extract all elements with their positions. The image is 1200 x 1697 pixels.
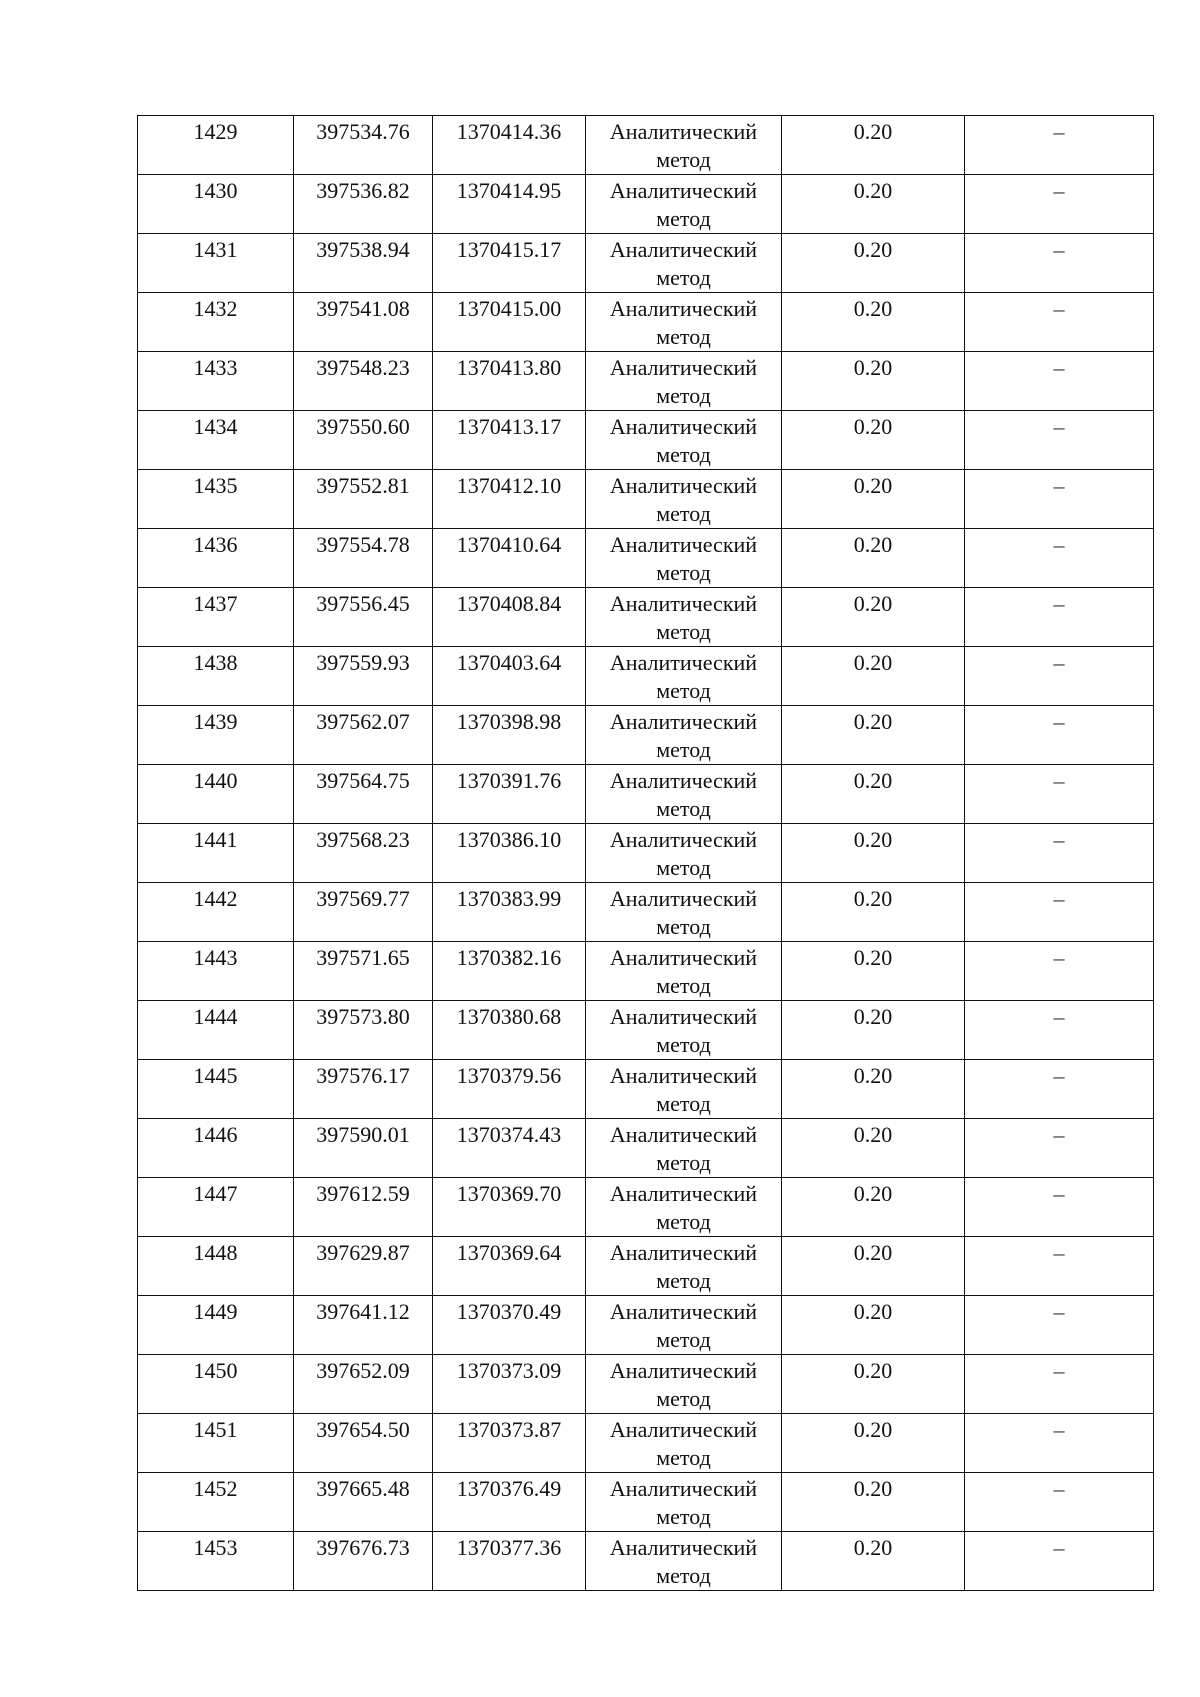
method-cell [586, 647, 782, 706]
precision-cell: 0.20 [782, 1532, 965, 1591]
point-number-cell: 1447 [138, 1178, 294, 1237]
method-cell [586, 1060, 782, 1119]
method-text-line2: метод [656, 1386, 711, 1411]
method-text-line2: метод [656, 265, 711, 290]
x-coordinate-cell: 397559.93 [294, 647, 433, 706]
point-number-cell: 1433 [138, 352, 294, 411]
precision-cell: 0.20 [782, 883, 965, 942]
method-text-line2: метод [656, 560, 711, 585]
point-number-cell: 1435 [138, 470, 294, 529]
note-cell: – [965, 529, 1154, 588]
method-text-line2: метод [656, 1091, 711, 1116]
method-text-line1: Аналитический [609, 1181, 758, 1206]
method-text-line1: Аналитический [609, 1240, 758, 1265]
y-coordinate-cell: 1370373.87 [433, 1414, 586, 1473]
precision-cell: 0.20 [782, 470, 965, 529]
precision-cell: 0.20 [782, 588, 965, 647]
x-coordinate-cell: 397564.75 [294, 765, 433, 824]
method-text-line2: метод [656, 855, 711, 880]
y-coordinate-cell: 1370380.68 [433, 1001, 586, 1060]
point-number-cell: 1434 [138, 411, 294, 470]
y-coordinate-cell: 1370376.49 [433, 1473, 586, 1532]
point-number-cell: 1436 [138, 529, 294, 588]
y-coordinate-cell: 1370412.10 [433, 470, 586, 529]
note-cell: – [965, 1532, 1154, 1591]
x-coordinate-cell: 397665.48 [294, 1473, 433, 1532]
note-cell: – [965, 706, 1154, 765]
method-cell [586, 588, 782, 647]
method-text-line1: Аналитический [609, 1063, 758, 1088]
point-number-cell: 1444 [138, 1001, 294, 1060]
method-text-line2: метод [656, 501, 711, 526]
method-text-line1: Аналитический [609, 355, 758, 380]
method-text-line2: метод [656, 1563, 711, 1588]
precision-cell: 0.20 [782, 352, 965, 411]
precision-cell: 0.20 [782, 1060, 965, 1119]
method-text-line2: метод [656, 1032, 711, 1057]
y-coordinate-cell: 1370414.95 [433, 175, 586, 234]
method-text-line2: метод [656, 1150, 711, 1175]
method-cell [586, 1237, 782, 1296]
table-row [138, 1119, 1154, 1178]
point-number-cell: 1437 [138, 588, 294, 647]
precision-cell: 0.20 [782, 411, 965, 470]
y-coordinate-cell: 1370382.16 [433, 942, 586, 1001]
method-text-line1: Аналитический [609, 591, 758, 616]
method-text-line1: Аналитический [609, 886, 758, 911]
table-row [138, 588, 1154, 647]
table-row [138, 293, 1154, 352]
x-coordinate-cell: 397556.45 [294, 588, 433, 647]
note-cell: – [965, 352, 1154, 411]
note-cell: – [965, 1237, 1154, 1296]
precision-cell: 0.20 [782, 1178, 965, 1237]
table-body [138, 116, 1154, 1591]
x-coordinate-cell: 397534.76 [294, 116, 433, 175]
method-text-line2: метод [656, 1268, 711, 1293]
x-coordinate-cell: 397562.07 [294, 706, 433, 765]
method-text-line1: Аналитический [609, 237, 758, 262]
table-row [138, 1355, 1154, 1414]
note-cell: – [965, 1414, 1154, 1473]
method-text-line1: Аналитический [609, 296, 758, 321]
method-text-line2: метод [656, 1327, 711, 1352]
method-cell [586, 470, 782, 529]
note-cell: – [965, 1473, 1154, 1532]
note-cell: – [965, 647, 1154, 706]
y-coordinate-cell: 1370408.84 [433, 588, 586, 647]
table-row [138, 470, 1154, 529]
note-cell: – [965, 175, 1154, 234]
method-text-line1: Аналитический [609, 1004, 758, 1029]
y-coordinate-cell: 1370403.64 [433, 647, 586, 706]
method-text-line2: метод [656, 1209, 711, 1234]
x-coordinate-cell: 397548.23 [294, 352, 433, 411]
x-coordinate-cell: 397569.77 [294, 883, 433, 942]
note-cell: – [965, 1060, 1154, 1119]
y-coordinate-cell: 1370410.64 [433, 529, 586, 588]
point-number-cell: 1453 [138, 1532, 294, 1591]
table-row [138, 1060, 1154, 1119]
table-row [138, 175, 1154, 234]
method-text-line2: метод [656, 206, 711, 231]
method-text-line2: метод [656, 973, 711, 998]
point-number-cell: 1430 [138, 175, 294, 234]
table-row [138, 116, 1154, 175]
table-row [138, 529, 1154, 588]
table-row [138, 411, 1154, 470]
y-coordinate-cell: 1370383.99 [433, 883, 586, 942]
coordinates-table [137, 115, 1154, 1591]
point-number-cell: 1429 [138, 116, 294, 175]
precision-cell: 0.20 [782, 1414, 965, 1473]
x-coordinate-cell: 397568.23 [294, 824, 433, 883]
note-cell: – [965, 1119, 1154, 1178]
precision-cell: 0.20 [782, 1296, 965, 1355]
table-row [138, 1001, 1154, 1060]
method-cell [586, 293, 782, 352]
y-coordinate-cell: 1370413.17 [433, 411, 586, 470]
precision-cell: 0.20 [782, 293, 965, 352]
x-coordinate-cell: 397541.08 [294, 293, 433, 352]
note-cell: – [965, 470, 1154, 529]
y-coordinate-cell: 1370374.43 [433, 1119, 586, 1178]
method-text-line2: метод [656, 442, 711, 467]
method-cell [586, 234, 782, 293]
precision-cell: 0.20 [782, 1119, 965, 1178]
table-row [138, 1473, 1154, 1532]
y-coordinate-cell: 1370414.36 [433, 116, 586, 175]
method-text-line1: Аналитический [609, 178, 758, 203]
table-row [138, 1296, 1154, 1355]
point-number-cell: 1448 [138, 1237, 294, 1296]
point-number-cell: 1431 [138, 234, 294, 293]
precision-cell: 0.20 [782, 1237, 965, 1296]
note-cell: – [965, 1178, 1154, 1237]
precision-cell: 0.20 [782, 234, 965, 293]
point-number-cell: 1439 [138, 706, 294, 765]
y-coordinate-cell: 1370415.00 [433, 293, 586, 352]
precision-cell: 0.20 [782, 529, 965, 588]
method-cell [586, 1119, 782, 1178]
method-text-line2: метод [656, 324, 711, 349]
table-row [138, 706, 1154, 765]
method-cell [586, 1414, 782, 1473]
table-row [138, 234, 1154, 293]
table-row [138, 352, 1154, 411]
y-coordinate-cell: 1370386.10 [433, 824, 586, 883]
point-number-cell: 1443 [138, 942, 294, 1001]
point-number-cell: 1446 [138, 1119, 294, 1178]
x-coordinate-cell: 397590.01 [294, 1119, 433, 1178]
x-coordinate-cell: 397554.78 [294, 529, 433, 588]
y-coordinate-cell: 1370398.98 [433, 706, 586, 765]
method-text-line2: метод [656, 1445, 711, 1470]
note-cell: – [965, 1296, 1154, 1355]
method-text-line1: Аналитический [609, 1299, 758, 1324]
point-number-cell: 1440 [138, 765, 294, 824]
y-coordinate-cell: 1370379.56 [433, 1060, 586, 1119]
point-number-cell: 1445 [138, 1060, 294, 1119]
x-coordinate-cell: 397538.94 [294, 234, 433, 293]
y-coordinate-cell: 1370369.64 [433, 1237, 586, 1296]
precision-cell: 0.20 [782, 175, 965, 234]
y-coordinate-cell: 1370377.36 [433, 1532, 586, 1591]
x-coordinate-cell: 397573.80 [294, 1001, 433, 1060]
y-coordinate-cell: 1370370.49 [433, 1296, 586, 1355]
method-text-line1: Аналитический [609, 1535, 758, 1560]
method-text-line1: Аналитический [609, 1476, 758, 1501]
method-text-line1: Аналитический [609, 1358, 758, 1383]
x-coordinate-cell: 397536.82 [294, 175, 433, 234]
method-text-line1: Аналитический [609, 827, 758, 852]
precision-cell: 0.20 [782, 116, 965, 175]
method-cell [586, 1532, 782, 1591]
precision-cell: 0.20 [782, 706, 965, 765]
method-cell [586, 1001, 782, 1060]
y-coordinate-cell: 1370413.80 [433, 352, 586, 411]
method-text-line2: метод [656, 678, 711, 703]
point-number-cell: 1438 [138, 647, 294, 706]
note-cell: – [965, 765, 1154, 824]
x-coordinate-cell: 397552.81 [294, 470, 433, 529]
point-number-cell: 1432 [138, 293, 294, 352]
point-number-cell: 1451 [138, 1414, 294, 1473]
method-text-line1: Аналитический [609, 119, 758, 144]
method-text-line1: Аналитический [609, 414, 758, 439]
note-cell: – [965, 1355, 1154, 1414]
method-cell [586, 1355, 782, 1414]
table-row [138, 824, 1154, 883]
method-text-line2: метод [656, 383, 711, 408]
method-text-line1: Аналитический [609, 532, 758, 557]
y-coordinate-cell: 1370415.17 [433, 234, 586, 293]
precision-cell: 0.20 [782, 1355, 965, 1414]
method-cell [586, 824, 782, 883]
x-coordinate-cell: 397571.65 [294, 942, 433, 1001]
method-text-line1: Аналитический [609, 473, 758, 498]
note-cell: – [965, 1001, 1154, 1060]
method-cell [586, 706, 782, 765]
table-row [138, 1414, 1154, 1473]
precision-cell: 0.20 [782, 647, 965, 706]
note-cell: – [965, 942, 1154, 1001]
table-row [138, 1178, 1154, 1237]
x-coordinate-cell: 397652.09 [294, 1355, 433, 1414]
x-coordinate-cell: 397629.87 [294, 1237, 433, 1296]
method-text-line1: Аналитический [609, 945, 758, 970]
method-text-line1: Аналитический [609, 650, 758, 675]
note-cell: – [965, 234, 1154, 293]
method-cell [586, 765, 782, 824]
method-text-line2: метод [656, 737, 711, 762]
table-row [138, 942, 1154, 1001]
y-coordinate-cell: 1370369.70 [433, 1178, 586, 1237]
table-row [138, 765, 1154, 824]
precision-cell: 0.20 [782, 942, 965, 1001]
precision-cell: 0.20 [782, 1001, 965, 1060]
method-text-line1: Аналитический [609, 1122, 758, 1147]
method-cell [586, 116, 782, 175]
method-text-line2: метод [656, 147, 711, 172]
method-cell [586, 883, 782, 942]
x-coordinate-cell: 397641.12 [294, 1296, 433, 1355]
table-row [138, 647, 1154, 706]
method-text-line1: Аналитический [609, 768, 758, 793]
x-coordinate-cell: 397654.50 [294, 1414, 433, 1473]
method-text-line1: Аналитический [609, 709, 758, 734]
table-row [138, 1237, 1154, 1296]
method-cell [586, 529, 782, 588]
method-cell [586, 1473, 782, 1532]
y-coordinate-cell: 1370391.76 [433, 765, 586, 824]
point-number-cell: 1441 [138, 824, 294, 883]
note-cell: – [965, 411, 1154, 470]
precision-cell: 0.20 [782, 824, 965, 883]
method-text-line2: метод [656, 914, 711, 939]
method-cell [586, 942, 782, 1001]
x-coordinate-cell: 397676.73 [294, 1532, 433, 1591]
note-cell: – [965, 824, 1154, 883]
y-coordinate-cell: 1370373.09 [433, 1355, 586, 1414]
table-row [138, 1532, 1154, 1591]
method-cell [586, 175, 782, 234]
method-cell [586, 1178, 782, 1237]
method-text-line1: Аналитический [609, 1417, 758, 1442]
point-number-cell: 1449 [138, 1296, 294, 1355]
method-text-line2: метод [656, 796, 711, 821]
method-text-line2: метод [656, 619, 711, 644]
x-coordinate-cell: 397576.17 [294, 1060, 433, 1119]
point-number-cell: 1442 [138, 883, 294, 942]
note-cell: – [965, 293, 1154, 352]
x-coordinate-cell: 397612.59 [294, 1178, 433, 1237]
x-coordinate-cell: 397550.60 [294, 411, 433, 470]
point-number-cell: 1452 [138, 1473, 294, 1532]
table-row [138, 883, 1154, 942]
note-cell: – [965, 588, 1154, 647]
method-cell [586, 411, 782, 470]
note-cell: – [965, 883, 1154, 942]
method-cell [586, 352, 782, 411]
method-cell [586, 1296, 782, 1355]
method-text-line2: метод [656, 1504, 711, 1529]
precision-cell: 0.20 [782, 765, 965, 824]
note-cell: – [965, 116, 1154, 175]
precision-cell: 0.20 [782, 1473, 965, 1532]
point-number-cell: 1450 [138, 1355, 294, 1414]
